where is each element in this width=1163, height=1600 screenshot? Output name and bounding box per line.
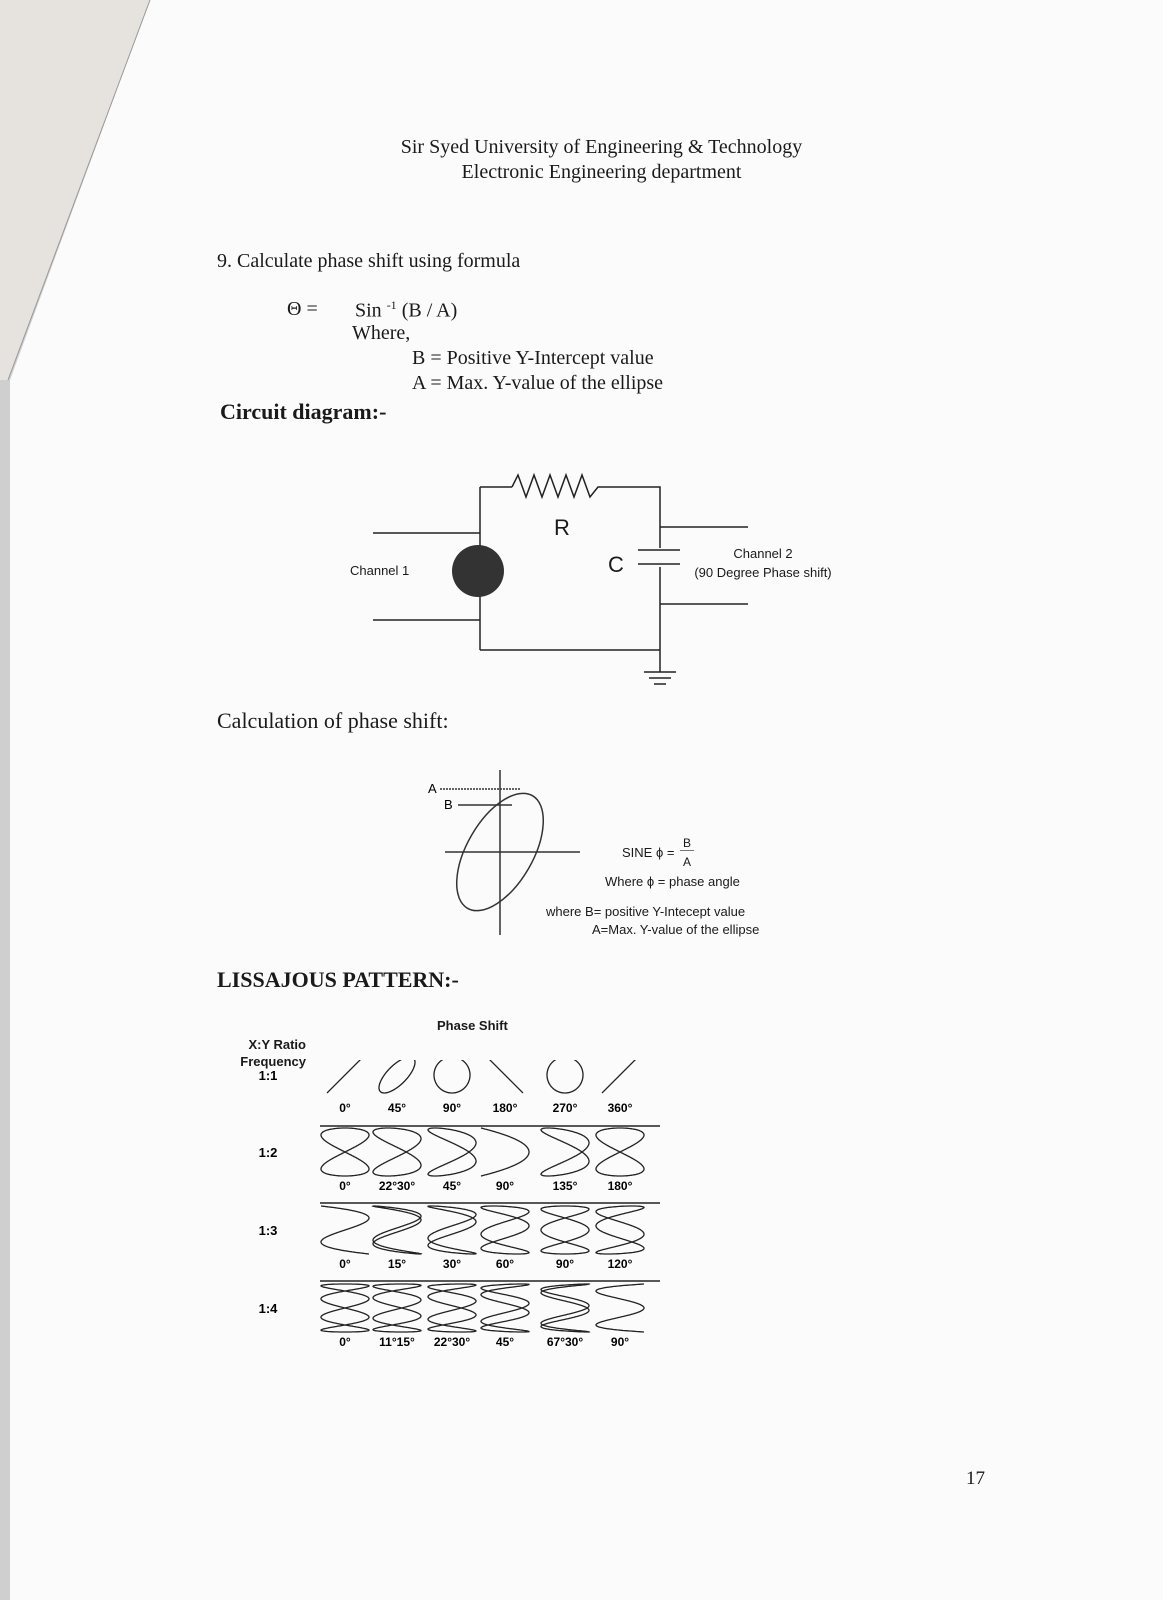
step-heading: 9. Calculate phase shift using formula <box>217 250 521 272</box>
lissajous-heading: LISSAJOUS PATTERN:- <box>217 967 459 992</box>
ratio-label: 1:1 <box>258 1068 278 1083</box>
formula-lhs: Θ = <box>287 298 318 320</box>
phase-shift-title: Phase Shift <box>437 1018 508 1033</box>
phase-label: 135° <box>552 1179 578 1193</box>
phase-label: 11°15° <box>379 1335 415 1349</box>
fraction-numerator: B <box>680 836 694 851</box>
phase-label: 180° <box>492 1101 518 1115</box>
ratio-label: 1:2 <box>258 1145 278 1160</box>
lissajous-figure <box>481 1206 529 1254</box>
lissajous-figure <box>596 1128 644 1176</box>
resistor-icon <box>512 475 660 548</box>
lissajous-table <box>220 1060 670 1360</box>
fraction-denominator: A <box>682 855 691 869</box>
phase-label: 90° <box>495 1179 515 1193</box>
lissajous-figure <box>321 1128 369 1176</box>
label-a: A <box>428 781 437 796</box>
ratio-title: X:Y Ratio <box>248 1037 306 1052</box>
formula-exponent: -1 <box>386 298 397 312</box>
lissajous-figure <box>547 1060 583 1093</box>
lissajous-figure <box>481 1128 529 1176</box>
sine-formula: SINE ϕ = <box>622 845 675 860</box>
phase-label: 0° <box>339 1257 351 1271</box>
lissajous-figure <box>541 1284 589 1332</box>
calculation-heading: Calculation of phase shift: <box>217 708 449 733</box>
capacitor-label: C <box>608 552 624 577</box>
phase-label: 45° <box>387 1101 407 1115</box>
phase-label: 270° <box>552 1101 578 1115</box>
label-b: B <box>444 797 453 812</box>
lissajous-figure <box>428 1284 476 1332</box>
university-name: Sir Syed University of Engineering & Technology <box>400 136 803 158</box>
lissajous-figure <box>541 1206 589 1254</box>
lissajous-figure <box>602 1060 638 1093</box>
lissajous-figure <box>541 1128 589 1176</box>
circuit-heading: Circuit diagram:- <box>220 399 387 424</box>
phase-label: 15° <box>387 1257 407 1271</box>
definition-a: A = Max. Y-value of the ellipse <box>412 372 664 394</box>
formula-arg: (B / A) <box>401 299 458 322</box>
phase-label: 90° <box>442 1101 462 1115</box>
channel-2-note: (90 Degree Phase shift) <box>694 565 832 580</box>
signal-source-icon <box>452 545 504 597</box>
phase-label: 60° <box>495 1257 515 1271</box>
ratio-label: 1:4 <box>258 1301 278 1316</box>
lissajous-figure <box>428 1128 476 1176</box>
lissajous-figure <box>434 1060 470 1093</box>
lissajous-figure <box>428 1206 476 1254</box>
phase-label: 0° <box>339 1179 351 1193</box>
lissajous-figure <box>321 1206 369 1254</box>
where-label: Where, <box>352 322 411 344</box>
phase-angle-definition: Where ϕ = phase angle <box>605 874 740 889</box>
phase-label: 180° <box>607 1179 633 1193</box>
lissajous-figure <box>596 1206 644 1254</box>
lissajous-figure <box>327 1060 363 1093</box>
ratio-label: 1:3 <box>258 1223 278 1238</box>
phase-label: 0° <box>339 1101 351 1115</box>
formula <box>355 298 457 323</box>
lissajous-figure <box>321 1284 369 1332</box>
phase-label: 360° <box>607 1101 633 1115</box>
page-number: 17 <box>966 1468 985 1489</box>
phase-label: 67°30° <box>546 1335 584 1349</box>
phase-label: 22°30° <box>378 1179 416 1193</box>
channel-2-label: Channel 2 <box>733 546 793 561</box>
phase-label: 22°30° <box>433 1335 471 1349</box>
resistor-label: R <box>554 515 570 540</box>
phase-label: 120° <box>607 1257 633 1271</box>
lissajous-figure <box>487 1060 523 1093</box>
lissajous-figure <box>481 1284 529 1332</box>
a-definition: A=Max. Y-value of the ellipse <box>592 922 760 937</box>
lissajous-figure <box>373 1206 421 1254</box>
lissajous-figure <box>379 1060 415 1093</box>
lissajous-figure <box>373 1284 421 1332</box>
channel-1-label: Channel 1 <box>350 563 410 578</box>
formula-func: Sin <box>355 299 382 322</box>
department-name: Electronic Engineering department <box>461 161 742 183</box>
lissajous-figure <box>596 1284 644 1332</box>
b-definition: where B= positive Y-Intecept value <box>546 904 746 919</box>
phase-label: 0° <box>339 1335 351 1349</box>
phase-label: 90° <box>610 1335 630 1349</box>
phase-label: 30° <box>442 1257 462 1271</box>
definition-b: B = Positive Y-Intercept value <box>412 347 654 369</box>
frequency-title: Frequency <box>240 1054 306 1069</box>
phase-label: 90° <box>555 1257 575 1271</box>
scan-page-edge <box>0 0 160 1600</box>
phase-label: 45° <box>495 1335 515 1349</box>
circuit-diagram <box>340 470 800 700</box>
lissajous-figure <box>373 1128 421 1176</box>
phase-label: 45° <box>442 1179 462 1193</box>
